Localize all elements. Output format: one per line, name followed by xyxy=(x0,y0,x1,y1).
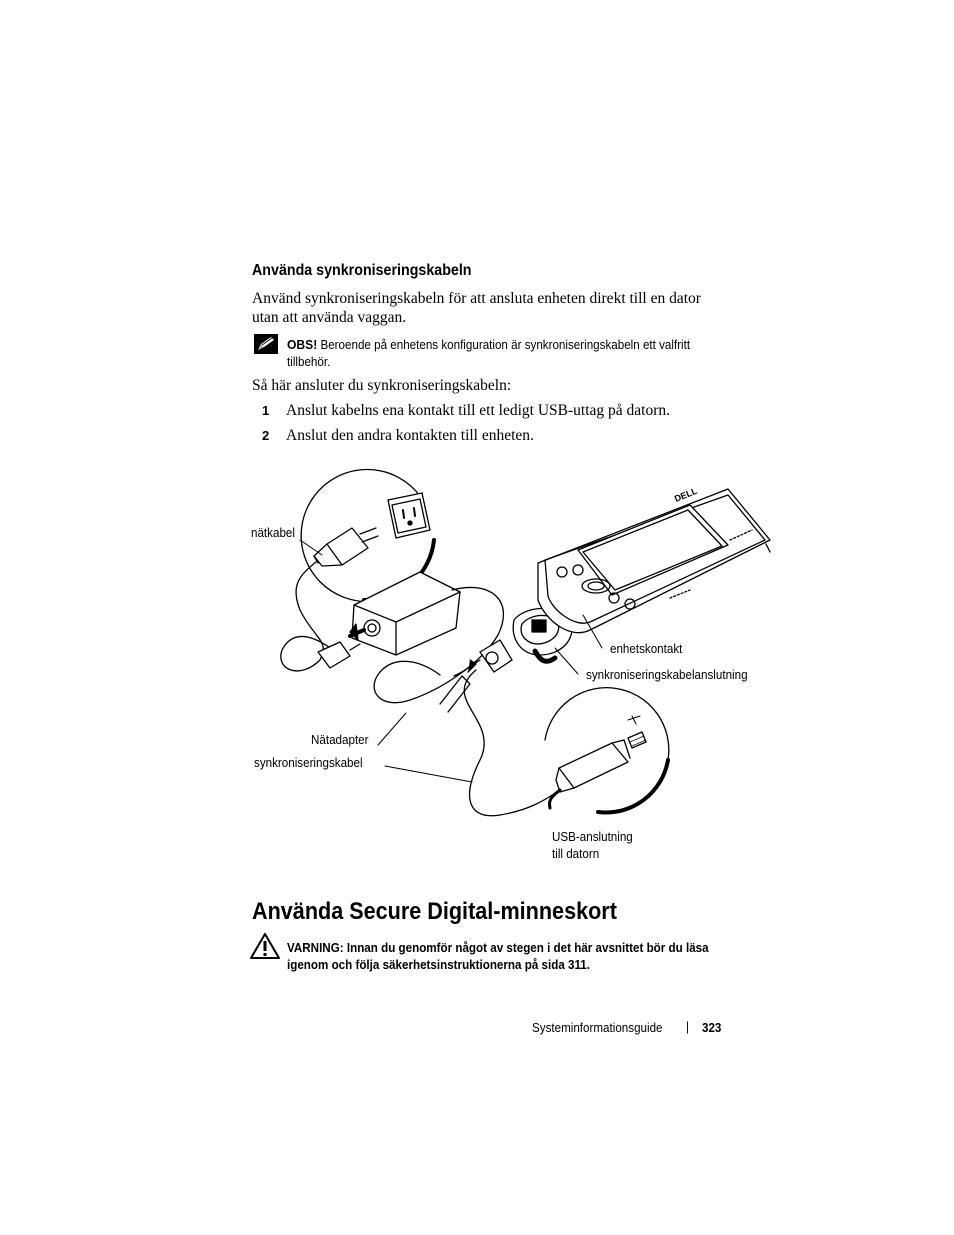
intro-line-1: Använd synkroniseringskabeln för att ansluta enheten direkt till en dator xyxy=(252,290,701,307)
warning-text-line-2: igenom och följa säkerhetsinstruktionerna på sida 311. xyxy=(287,958,591,972)
label-synkanslutning: synkroniseringskabelanslutning xyxy=(586,668,748,682)
pda-logo: DELL xyxy=(673,485,699,504)
footer-page-number: 323 xyxy=(702,1021,722,1035)
pda-device xyxy=(538,486,770,633)
step-1-text: Anslut kabelns ena kontakt till ett ledigt USB-uttag på datorn. xyxy=(286,402,670,419)
warning-triangle-icon xyxy=(250,933,280,959)
instructions-lead: Så här ansluter du synkroniseringskabeln: xyxy=(252,377,512,394)
warning-text xyxy=(287,940,724,974)
footer-guide-title: Systeminformationsguide xyxy=(532,1021,663,1035)
label-synkkabel: synkroniseringskabel xyxy=(254,756,363,770)
warning-label: VARNING: xyxy=(287,941,344,955)
label-natadapter: Nätadapter xyxy=(311,733,369,747)
label-usb-line-1: USB-anslutning xyxy=(552,830,633,844)
section2-heading: Använda Secure Digital-minneskort xyxy=(252,898,617,925)
power-adapter xyxy=(350,572,460,655)
usb-callout xyxy=(545,688,669,813)
step-2-number: 2 xyxy=(262,428,270,443)
sync-cable xyxy=(464,670,560,816)
section-heading: Använda synkroniseringskabeln xyxy=(252,262,472,279)
note-label: OBS! xyxy=(287,337,318,352)
note-text-line-2: tillbehör. xyxy=(287,355,331,369)
step-1-number: 1 xyxy=(262,403,270,418)
label-usb-line-2: till datorn xyxy=(552,847,600,861)
note-text-line-1: Beroende på enhetens konfiguration är synkroniseringskabeln ett valfritt xyxy=(320,338,691,352)
step-2-text: Anslut den andra kontakten till enheten. xyxy=(286,427,534,444)
label-enhetskontakt: enhetskontakt xyxy=(610,642,683,656)
label-natkabel: nätkabel xyxy=(251,526,295,540)
footer-separator: | xyxy=(686,1020,690,1034)
warning-text-line-1: Innan du genomför något av stegen i det här avsnittet bör du läsa xyxy=(346,941,709,955)
intro-line-2: utan att använda vaggan. xyxy=(252,309,407,326)
